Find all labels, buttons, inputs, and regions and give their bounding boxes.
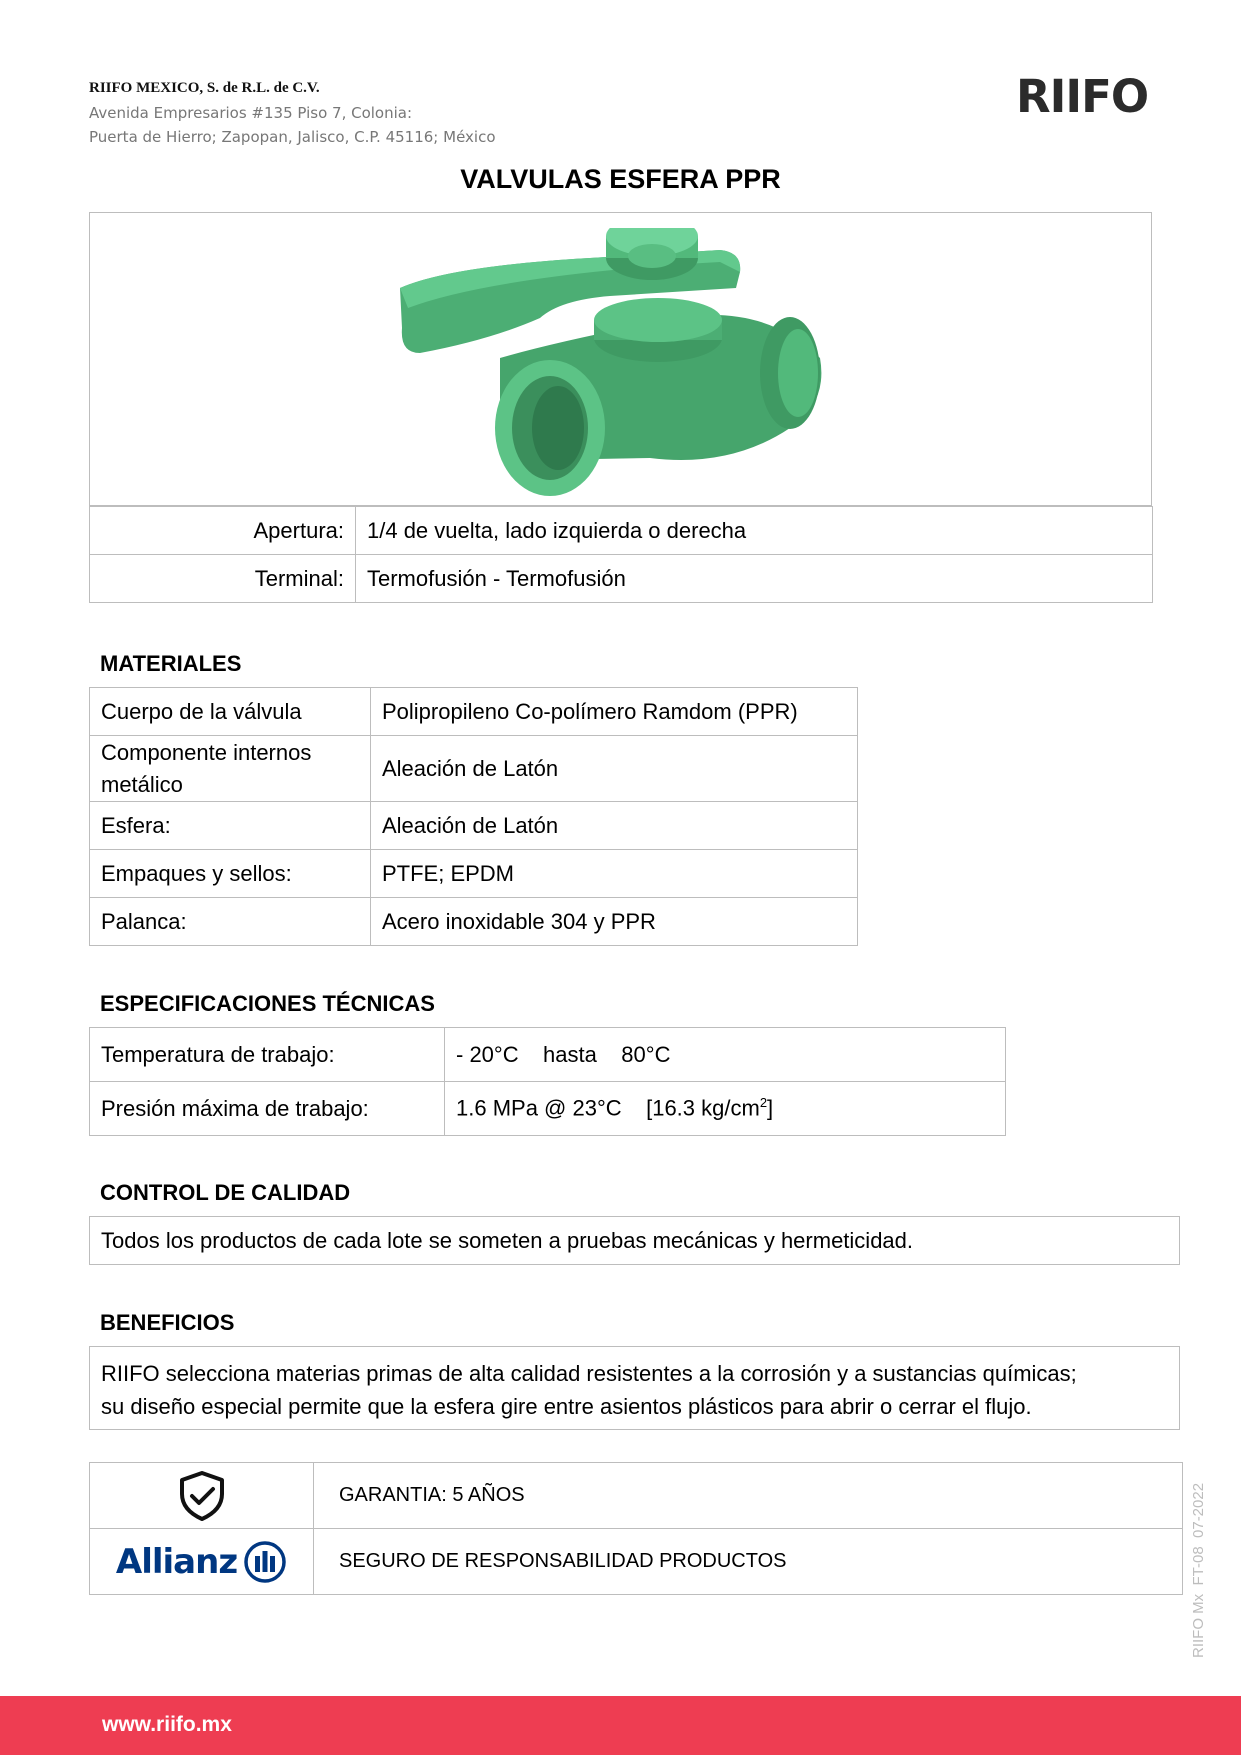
spec-value xyxy=(445,1082,1006,1136)
material-label: Empaques y sellos: xyxy=(90,850,371,898)
terminal-label: Terminal: xyxy=(90,555,356,603)
page-title: VALVULAS ESFERA PPR xyxy=(460,164,781,194)
table-row xyxy=(90,1082,1006,1136)
spec-label: Temperatura de trabajo: xyxy=(90,1028,445,1082)
beneficios-line-2: su diseño especial permite que la esfera gire entre asientos plásticos para abrir o cerrar el flujo. xyxy=(101,1394,1032,1419)
footer-bar xyxy=(0,1696,1241,1755)
beneficios-box xyxy=(89,1346,1180,1430)
table-row xyxy=(90,1463,1183,1529)
address-line-1: Avenida Empresarios #135 Piso 7, Colonia: xyxy=(89,104,413,122)
table-row xyxy=(90,850,858,898)
material-label: Componente internos metálico xyxy=(90,736,371,802)
table-row xyxy=(90,802,858,850)
terminal-value: Termofusión - Termofusión xyxy=(356,555,1153,603)
garantia-text: GARANTIA: 5 AÑOS xyxy=(314,1463,1183,1529)
especificaciones-heading: ESPECIFICACIONES TÉCNICAS xyxy=(100,991,435,1016)
address-line-2: Puerta de Hierro; Zapopan, Jalisco, C.P. 45116; México xyxy=(89,128,496,146)
material-label: Cuerpo de la válvula xyxy=(90,688,371,736)
ball-valve-icon xyxy=(390,228,830,500)
table-row xyxy=(90,688,858,736)
beneficios-heading: BENEFICIOS xyxy=(100,1310,235,1335)
pressure-superscript: 2 xyxy=(759,1095,768,1111)
document-code: RIIFO Mx FT-08 07-2022 xyxy=(1190,1482,1207,1658)
seguro-text: SEGURO DE RESPONSABILIDAD PRODUCTOS xyxy=(314,1529,1183,1595)
shield-cell xyxy=(90,1463,314,1529)
allianz-cell xyxy=(90,1529,314,1595)
material-value: Aleación de Latón xyxy=(371,802,858,850)
pressure-value-end: ] xyxy=(767,1095,774,1121)
material-label: Palanca: xyxy=(90,898,371,946)
material-value: Acero inoxidable 304 y PPR xyxy=(371,898,858,946)
company-name: RIIFO MEXICO, S. de R.L. de C.V. xyxy=(89,80,320,96)
allianz-logo xyxy=(116,1540,287,1584)
material-value: Aleación de Latón xyxy=(371,736,858,802)
apertura-value: 1/4 de vuelta, lado izquierda o derecha xyxy=(356,507,1153,555)
spec-label: Presión máxima de trabajo: xyxy=(90,1082,445,1136)
table-row xyxy=(90,1529,1183,1595)
table-row xyxy=(90,898,858,946)
website-link[interactable]: www.riifo.mx xyxy=(102,1713,232,1736)
allianz-wordmark: Allianz xyxy=(115,1541,238,1582)
pressure-value: 1.6 MPa @ 23°C [16.3 kg/cm xyxy=(456,1095,760,1121)
product-spec-table xyxy=(89,506,1153,603)
temperature-value: - 20°C hasta 80°C xyxy=(456,1041,671,1067)
calidad-text: Todos los productos de cada lote se someten a pruebas mecánicas y hermeticidad. xyxy=(89,1216,1180,1265)
shield-check-icon xyxy=(176,1470,228,1522)
materiales-table xyxy=(89,687,858,946)
apertura-label: Apertura: xyxy=(90,507,356,555)
table-row xyxy=(90,736,858,802)
table-row xyxy=(90,555,1153,603)
materiales-heading: MATERIALES xyxy=(100,651,242,676)
table-row xyxy=(90,507,1153,555)
material-value: Polipropileno Co-polímero Ramdom (PPR) xyxy=(371,688,858,736)
especificaciones-table xyxy=(89,1027,1006,1136)
calidad-heading: CONTROL DE CALIDAD xyxy=(100,1180,351,1205)
material-value: PTFE; EPDM xyxy=(371,850,858,898)
table-row xyxy=(90,1028,1006,1082)
garantia-table xyxy=(89,1462,1183,1595)
allianz-eagle-icon xyxy=(243,1540,287,1584)
material-label: Esfera: xyxy=(90,802,371,850)
riifo-logo: RIIFO xyxy=(1016,70,1149,123)
spec-value xyxy=(445,1028,1006,1082)
beneficios-line-1: RIIFO selecciona materias primas de alta calidad resistentes a la corrosión y a sustancias químicas; xyxy=(101,1361,1077,1386)
